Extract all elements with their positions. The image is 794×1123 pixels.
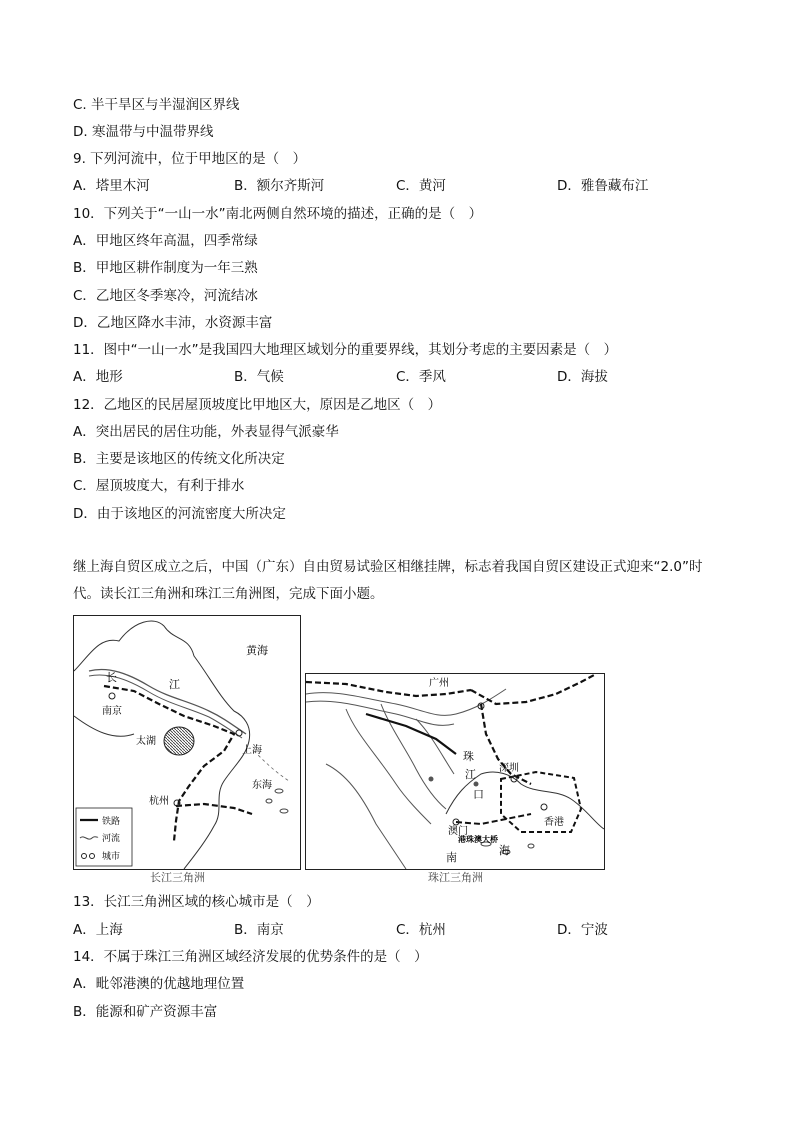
hzm-bridge-line — [456, 814, 531, 824]
label-hai: 海 — [499, 844, 510, 857]
q10-stem: 10．下列关于“一山一水”南北两侧自然环境的描述，正确的是（ ） — [73, 206, 483, 222]
label-shanghai: 上海 — [242, 745, 262, 756]
q11-option-d: D．海拔 — [557, 369, 608, 385]
pearl-map-caption: 珠江三角洲 — [428, 871, 483, 884]
label-hzm-bridge: 港珠澳大桥 — [458, 835, 498, 844]
q13-option-d: D．宁波 — [557, 922, 608, 938]
label-shenzhen: 深圳 — [499, 763, 519, 774]
label-aomen: 澳门 — [448, 826, 468, 837]
q14-stem: 14．不属于珠江三角洲区域经济发展的优势条件的是（ ） — [73, 949, 428, 965]
yangtze-delta-map — [73, 615, 301, 870]
label-hangzhou: 杭州 — [149, 796, 169, 807]
q10-option-c: C．乙地区冬季寒冷，河流结冰 — [73, 288, 258, 304]
q14-option-b: B．能源和矿产资源丰富 — [73, 1004, 218, 1020]
label-nanjing: 南京 — [102, 706, 122, 717]
hongkong-city-marker — [541, 804, 547, 810]
pearl-map-graphic — [306, 674, 604, 869]
q12-stem: 12．乙地区的民居屋顶坡度比甲地区大，原因是乙地区（ ） — [73, 397, 442, 413]
q11-option-b: B．气候 — [234, 369, 284, 385]
q10-option-b: B．甲地区耕作制度为一年三熟 — [73, 260, 258, 276]
shanghai-city-marker — [236, 730, 242, 736]
legend-city-label: 城市 — [102, 852, 121, 862]
q12-option-a: A．突出居民的居住功能，外表显得气派豪华 — [73, 424, 339, 440]
label-jiang: 江 — [169, 678, 180, 691]
q13-option-a: A．上海 — [73, 922, 123, 938]
yangtze-map-caption: 长江三角洲 — [150, 871, 205, 884]
nanjing-city-marker — [109, 693, 115, 699]
label-xianggang: 香港 — [544, 817, 564, 828]
q9-stem: 9. 下列河流中，位于甲地区的是（ ） — [73, 151, 307, 167]
label-donghai: 东海 — [252, 780, 272, 791]
q9-option-c: C．黄河 — [396, 178, 446, 194]
q10-option-d: D．乙地区降水丰沛，水资源丰富 — [73, 315, 273, 331]
q12-option-d: D．由于该地区的河流密度大所决定 — [73, 506, 286, 522]
legend-railway-label: 铁路 — [102, 817, 121, 827]
q10-option-a: A．甲地区终年高温，四季常绿 — [73, 233, 258, 249]
label-taihu: 太湖 — [136, 736, 156, 747]
label-guangzhou: 广州 — [429, 678, 449, 689]
label-jiang: 江 — [465, 768, 476, 781]
q13-option-c: C．杭州 — [396, 922, 446, 938]
q11-stem: 11．图中“一山一水”是我国四大地理区域划分的重要界线，其划分考虑的主要因素是（ ） — [73, 342, 618, 358]
q14-option-a: A．毗邻港澳的优越地理位置 — [73, 976, 245, 992]
label-kou: 口 — [473, 788, 484, 801]
label-nan: 南 — [446, 851, 457, 864]
city-marker — [474, 782, 479, 787]
q12-option-b: B．主要是该地区的传统文化所决定 — [73, 451, 285, 467]
q12-option-c: C．屋顶坡度大，有利于排水 — [73, 478, 245, 494]
q9-option-a: A．塔里木河 — [73, 178, 150, 194]
material-intro: 继上海自贸区成立之后，中国（广东）自由贸易试验区相继挂牌，标志着我国自贸区建设正式迎来“2.0”时代。读长江三角洲和珠江三角洲图，完成下面小题。 — [73, 559, 703, 602]
hongkong-boundary — [501, 772, 581, 832]
q11-option-a: A．地形 — [73, 369, 123, 385]
city-marker — [429, 777, 434, 782]
q9-option-b: B．额尔齐斯河 — [234, 178, 325, 194]
legend-river-label: 河流 — [102, 834, 121, 844]
taihu-lake — [164, 727, 194, 755]
label-huanghai: 黄海 — [246, 644, 268, 657]
label-chang: 长 — [106, 671, 117, 684]
yangtze-map-graphic — [74, 616, 300, 869]
q13-stem: 13．长江三角洲区域的核心城市是（ ） — [73, 894, 320, 910]
q8-option-d: D. 寒温带与中温带界线 — [73, 124, 214, 140]
q9-option-d: D．雅鲁藏布江 — [557, 178, 649, 194]
q11-option-c: C．季风 — [396, 369, 446, 385]
q13-option-b: B．南京 — [234, 922, 284, 938]
q8-option-c: C. 半干旱区与半湿润区界线 — [73, 97, 240, 113]
pearl-delta-map — [305, 673, 605, 870]
shenzhen-city-marker — [511, 776, 517, 782]
label-zhu: 珠 — [463, 750, 474, 763]
